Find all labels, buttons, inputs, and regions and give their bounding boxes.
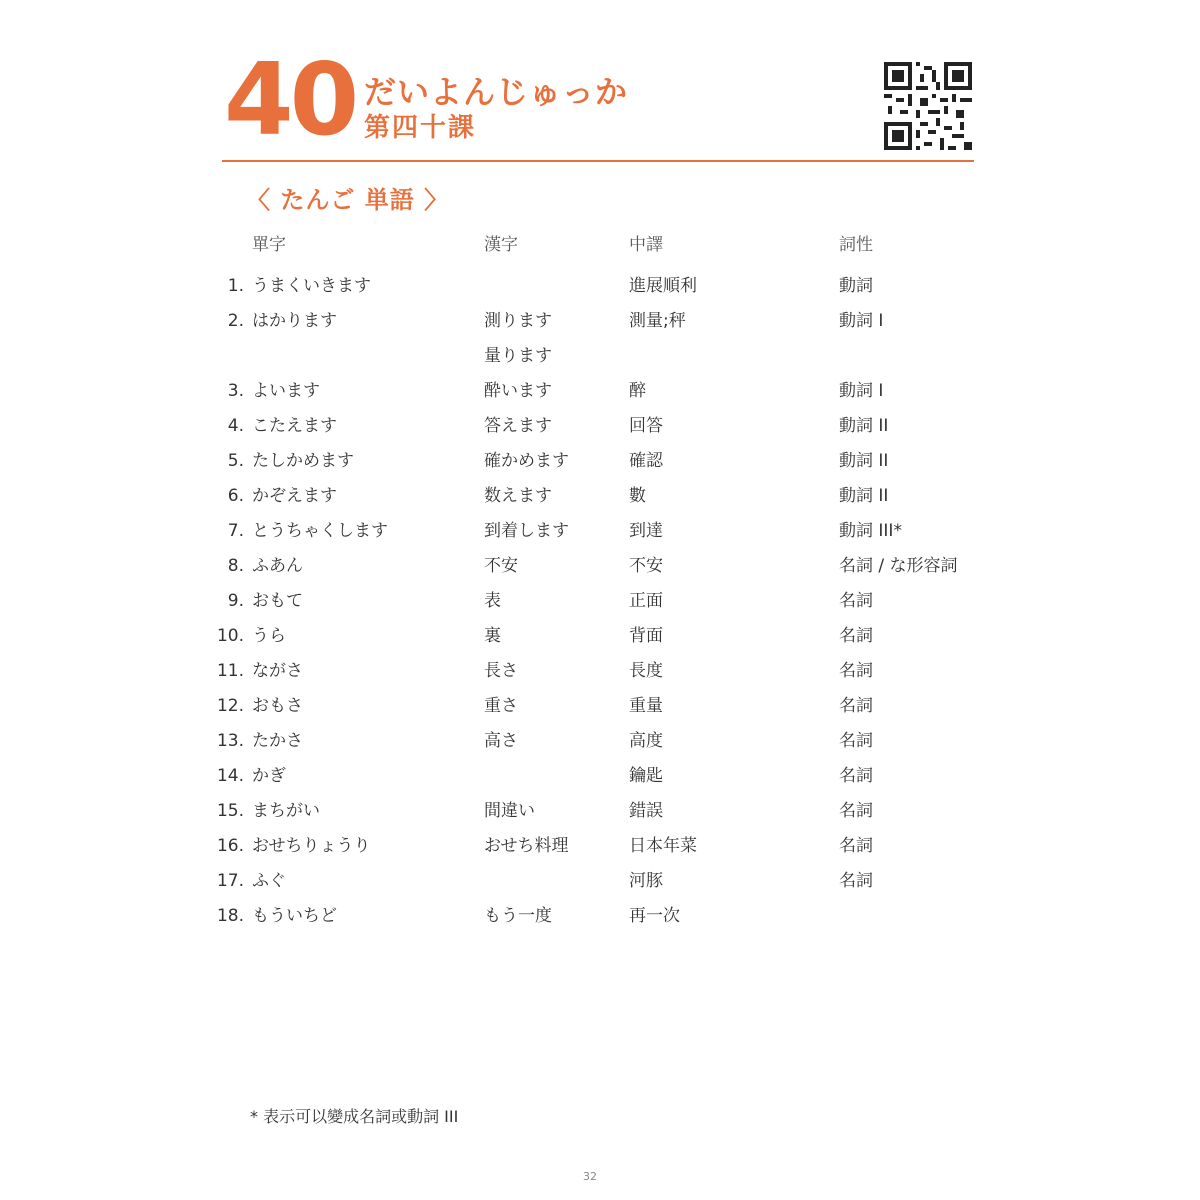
row-word: ふぐ <box>252 871 286 891</box>
row-kanji: 高さ <box>484 731 518 751</box>
row-number: 14. <box>216 766 244 786</box>
row-translation: 正面 <box>629 591 663 611</box>
row-number: 17. <box>216 871 244 891</box>
row-kanji: 酔います <box>484 381 552 401</box>
row-translation: 測量;秤 <box>629 311 686 331</box>
row-part-of-speech: 名詞 <box>839 591 873 611</box>
row-part-of-speech: 名詞 / な形容詞 <box>839 556 958 576</box>
row-word: まちがい <box>252 801 320 821</box>
table-row <box>0 866 1200 901</box>
table-row <box>0 831 1200 866</box>
row-word: もういちど <box>252 906 337 926</box>
row-word: とうちゃくします <box>252 521 388 541</box>
table-row <box>0 796 1200 831</box>
row-kanji: 裏 <box>484 626 501 646</box>
row-translation: 鑰匙 <box>629 766 663 786</box>
row-number: 4. <box>227 416 244 436</box>
row-translation: 日本年菜 <box>629 836 697 856</box>
lesson-title-kana: だいよんじゅっか <box>364 73 629 111</box>
row-number: 12. <box>216 696 244 716</box>
row-translation: 高度 <box>629 731 663 751</box>
row-part-of-speech: 名詞 <box>839 836 873 856</box>
row-number: 11. <box>216 661 244 681</box>
row-kanji: 不安 <box>484 556 518 576</box>
section-title-vocabulary: 〈 たんご 単語 〉 <box>246 186 450 214</box>
row-translation: 長度 <box>629 661 663 681</box>
row-kanji: 数えます <box>484 486 552 506</box>
row-kanji: 間違い <box>484 801 535 821</box>
table-row <box>0 411 1200 446</box>
row-number: 3. <box>227 381 244 401</box>
table-row <box>0 516 1200 551</box>
row-part-of-speech: 動詞 III* <box>839 521 902 541</box>
row-part-of-speech: 名詞 <box>839 801 873 821</box>
qr-code-icon[interactable] <box>884 62 972 150</box>
table-row <box>0 551 1200 586</box>
row-translation: 再一次 <box>629 906 680 926</box>
table-row <box>0 656 1200 691</box>
table-row <box>0 446 1200 481</box>
row-word: ふあん <box>252 556 303 576</box>
table-row <box>0 901 1200 936</box>
row-translation: 確認 <box>629 451 663 471</box>
row-part-of-speech: 動詞 <box>839 276 873 296</box>
table-row <box>0 306 1200 341</box>
row-translation: 錯誤 <box>629 801 663 821</box>
table-row <box>0 481 1200 516</box>
row-part-of-speech: 名詞 <box>839 696 873 716</box>
row-word: はかります <box>252 311 337 331</box>
column-header-part-of-speech: 詞性 <box>839 235 873 255</box>
column-header-kanji: 漢字 <box>484 235 518 255</box>
row-translation: 不安 <box>629 556 663 576</box>
row-kanji: 量ります <box>484 346 552 366</box>
lesson-number: 40 <box>224 41 356 158</box>
row-translation: 醉 <box>629 381 646 401</box>
row-translation: 進展順利 <box>629 276 697 296</box>
row-part-of-speech: 動詞 I <box>839 381 884 401</box>
row-word: おもさ <box>252 696 303 716</box>
row-part-of-speech: 名詞 <box>839 661 873 681</box>
column-header-translation: 中譯 <box>629 235 663 255</box>
row-kanji: 長さ <box>484 661 518 681</box>
row-kanji: 表 <box>484 591 501 611</box>
row-kanji: 確かめます <box>484 451 569 471</box>
row-number: 6. <box>227 486 244 506</box>
row-word: かぞえます <box>252 486 337 506</box>
row-part-of-speech: 名詞 <box>839 871 873 891</box>
row-translation: 回答 <box>629 416 663 436</box>
row-number: 2. <box>227 311 244 331</box>
row-number: 15. <box>216 801 244 821</box>
row-part-of-speech: 動詞 II <box>839 486 889 506</box>
row-part-of-speech: 動詞 II <box>839 451 889 471</box>
table-row <box>0 726 1200 761</box>
row-translation: 背面 <box>629 626 663 646</box>
column-header-word: 單字 <box>252 235 286 255</box>
row-word: かぎ <box>252 766 286 786</box>
lesson-title-kanji: 第四十課 <box>364 113 477 143</box>
row-translation: 到達 <box>629 521 663 541</box>
row-number: 1. <box>227 276 244 296</box>
table-row <box>0 341 1200 376</box>
header-divider <box>222 160 974 162</box>
row-number: 5. <box>227 451 244 471</box>
footnote: * 表示可以變成名詞或動詞 III <box>250 1107 459 1126</box>
row-kanji: 到着します <box>484 521 569 541</box>
table-row <box>0 586 1200 621</box>
row-word: うまくいきます <box>252 276 371 296</box>
row-number: 10. <box>216 626 244 646</box>
row-part-of-speech: 動詞 II <box>839 416 889 436</box>
row-translation: 重量 <box>629 696 663 716</box>
table-row <box>0 691 1200 726</box>
row-part-of-speech: 名詞 <box>839 731 873 751</box>
row-word: こたえます <box>252 416 337 436</box>
table-row <box>0 761 1200 796</box>
row-kanji: おせち料理 <box>484 836 569 856</box>
table-row <box>0 271 1200 306</box>
row-kanji: 測ります <box>484 311 552 331</box>
row-word: よいます <box>252 381 320 401</box>
page-number: 32 <box>583 1170 597 1183</box>
row-number: 9. <box>227 591 244 611</box>
row-word: たしかめます <box>252 451 354 471</box>
row-part-of-speech: 名詞 <box>839 626 873 646</box>
row-number: 7. <box>227 521 244 541</box>
row-kanji: もう一度 <box>484 906 552 926</box>
row-number: 18. <box>216 906 244 926</box>
row-part-of-speech: 動詞 I <box>839 311 884 331</box>
row-kanji: 重さ <box>484 696 518 716</box>
row-word: たかさ <box>252 731 303 751</box>
row-number: 13. <box>216 731 244 751</box>
row-number: 8. <box>227 556 244 576</box>
row-word: うら <box>252 626 286 646</box>
table-row <box>0 621 1200 656</box>
row-word: ながさ <box>252 661 303 681</box>
row-translation: 數 <box>629 486 646 506</box>
table-row <box>0 376 1200 411</box>
row-part-of-speech: 名詞 <box>839 766 873 786</box>
row-word: おもて <box>252 591 303 611</box>
row-number: 16. <box>216 836 244 856</box>
row-kanji: 答えます <box>484 416 552 436</box>
row-word: おせちりょうり <box>252 836 371 856</box>
row-translation: 河豚 <box>629 871 663 891</box>
